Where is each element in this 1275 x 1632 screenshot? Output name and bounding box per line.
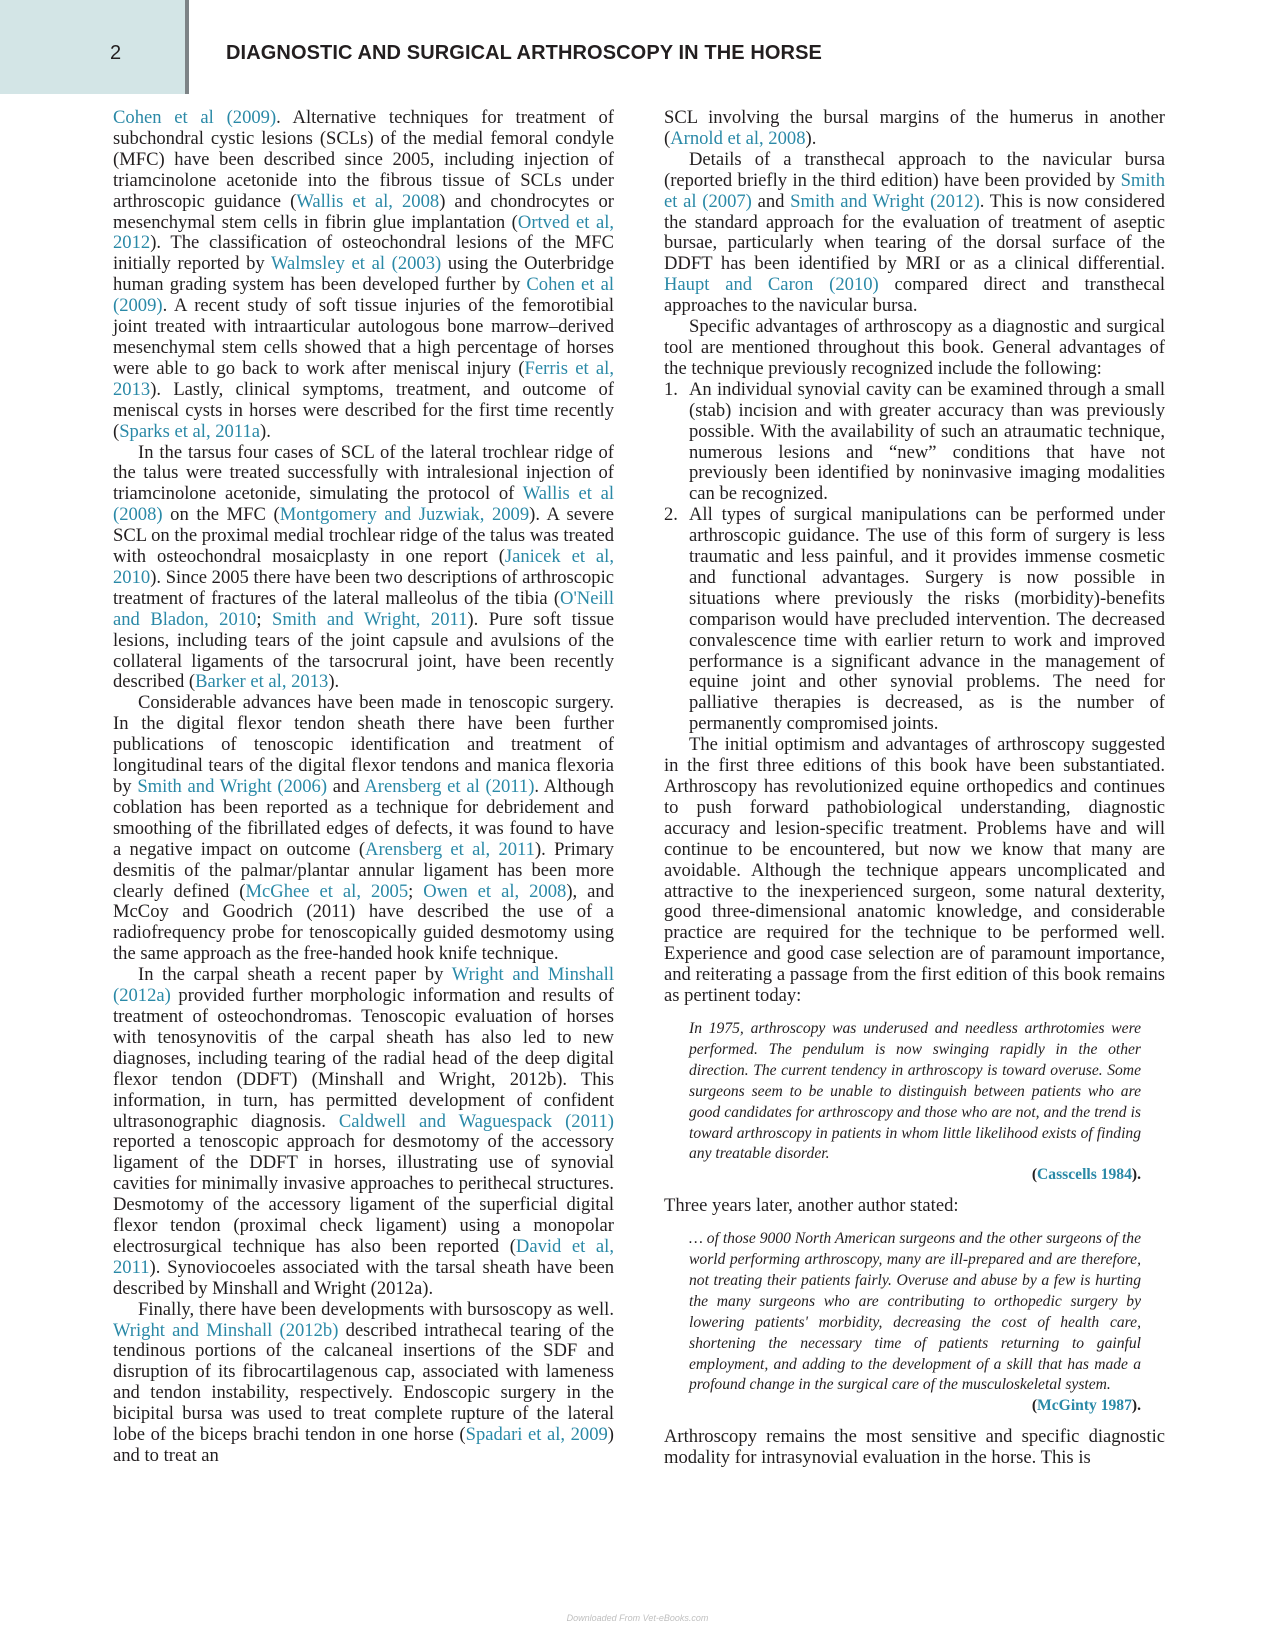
header-divider: [185, 0, 189, 94]
citation-link[interactable]: Haupt and Caron (2010): [664, 274, 879, 296]
citation-link[interactable]: McGhee et al, 2005: [245, 880, 409, 902]
paragraph: Details of a transthecal approach to the navicular bursa (reported briefly in the third edition) have been provided by Smith et al (2007) and Smith and Wright (2012). This is now considered the standard approach for the evaluation of treatment of aseptic bursae, particularly when tearing of the dorsal surface of the DDFT has been identified by MRI or as a clinical differential. Haupt and Caron (2010) compared direct and transthecal approaches to the navicular bursa.: [664, 148, 1165, 317]
list-number: 1.: [664, 378, 678, 400]
citation-link[interactable]: Ferris et al, 2013: [113, 357, 614, 400]
paragraph: SCL involving the bursal margins of the humerus in another (Arnold et al, 2008).: [664, 107, 1165, 149]
citation-link[interactable]: Montgomery and Juzwiak, 2009: [279, 504, 530, 526]
citation-link[interactable]: Spadari et al, 2009: [465, 1424, 608, 1446]
quote-text: … of those 9000 North American surgeons and the other surgeons of the world performing arthroscopy, many are ill-prepared and are therefore, not treating their patients fairly. Overuse and abuse by a few is hurting the many surgeons who are contributing to orthopedic surgery by lowering patients' morbidity, decreasing the cost of health care, shortening the necessary time of patients returning to gainful employment, and adding to the development of a skill that has made a profound change in the surgical care of the musculoskeletal system.: [689, 1230, 1141, 1394]
paragraph: Considerable advances have been made in tenoscopic surgery. In the digital flexor tendon sheath there have been further publications of tenoscopic identification and treatment of longitudinal tears of the digital flexor tendons and manica flexoria by Smith and Wright (2006) and Arensberg et al (2011). Although coblation has been reported as a technique for debridement and smoothing of the fibrillated edges of defects, it was found to have a negative impact on outcome (Arensberg et al, 2011). Primary desmitis of the palmar/plantar annular ligament has been more clearly defined (McGhee et al, 2005; Owen et al, 2008), and McCoy and Goodrich (2011) have described the use of a radiofrequency probe for tenoscopically guided desmotomy using the same approach as the free-handed hook knife technique.: [113, 692, 614, 965]
quote-citation: (Casscells 1984).: [1031, 1166, 1141, 1184]
block-quote: [689, 1229, 1141, 1417]
citation-link[interactable]: Smith and Wright, 2011: [271, 608, 468, 630]
citation-link[interactable]: Smith et al (2007): [664, 169, 1165, 212]
citation-link[interactable]: O'Neill and Bladon, 2010: [113, 587, 614, 630]
list-text: An individual synovial cavity can be examined through a small (stab) incision and with greater accuracy than was previously possible. With the availability of such an atraumatic technique, numerous lesions and “new” conditions that have not previously been identified by noninvasive imaging modalities can be recognized.: [689, 378, 1165, 505]
citation-link[interactable]: Arensberg et al (2011): [364, 776, 535, 797]
citation-link[interactable]: McGinty 1987: [1037, 1397, 1132, 1415]
citation-link[interactable]: Arensberg et al, 2011: [365, 838, 535, 860]
paragraph: Specific advantages of arthroscopy as a diagnostic and surgical tool are mentioned throughout this book. General advantages of the technique previously recognized include the following:: [664, 316, 1165, 379]
running-head: DIAGNOSTIC AND SURGICAL ARTHROSCOPY IN THE HORSE: [226, 42, 822, 64]
list-item: [664, 380, 1165, 505]
paragraph: Three years later, another author stated:: [664, 1195, 959, 1217]
paragraph: Cohen et al (2009). Alternative techniques for treatment of subchondral cystic lesions (SCLs) of the medial femoral condyle (MFC) have been described since 2005, including injection of triamcinolone acetonide into the fibrous tissue of SCLs under arthroscopic guidance (Wallis et al, 2008) and chondrocytes or mesenchymal stem cells in fibrin glue implantation (Ortved et al, 2012). The classification of osteochondral lesions of the MFC initially reported by Walmsley et al (2003) using the Outerbridge human grading system has been developed further by Cohen et al (2009). A recent study of soft tissue injuries of the femorotibial joint treated with intraarticular autologous bone marrow–derived mesenchymal stem cells showed that a high percentage of horses were able to go back to work after meniscal injury (Ferris et al, 2013). Lastly, clinical symptoms, treatment, and outcome of meniscal cysts in horses were described for the first time recently (Sparks et al, 2011a).: [113, 107, 615, 442]
list-text: All types of surgical manipulations can be performed under arthroscopic guidance. The use of this form of surgery is less traumatic and less painful, and it provides immense cosmetic and functional advantages. Surgery is now possible in situations where previously the risks (morbidity)-benefits comparison would have precluded intervention. The decreased convalescence time with earlier return to work and improved performance is a significant advance in the management of equine joint and other synovial problems. The need for palliative therapies is decreased, as is the number of permanently compromised joints.: [689, 504, 1165, 735]
page-number: 2: [110, 42, 122, 64]
paragraph: Finally, there have been developments with bursoscopy as well. Wright and Minshall (2012b) described intrathecal tearing of the tendinous portions of the calcaneal insertions of the SDF and disruption of its fibrocartilagenous cap, associated with lameness and tendon instability, respectively. Endoscopic surgery in the bicipital bursa was used to treat complete rupture of the lateral lobe of the biceps brachi tendon in one horse (Spadari et al, 2009) and to treat an: [113, 1298, 614, 1466]
citation-link[interactable]: Owen et al, 2008: [423, 880, 567, 902]
citation-link[interactable]: Wright and Minshall (2012b): [113, 1319, 339, 1341]
left-column: [113, 108, 614, 1467]
citation-link[interactable]: Cohen et al (2009): [113, 107, 277, 128]
footer-watermark: Downloaded From Vet-eBooks.com: [566, 1613, 709, 1623]
block-quote: [689, 1019, 1141, 1186]
citation-link[interactable]: Barker et al, 2013: [195, 671, 329, 693]
list-number: 2.: [664, 504, 678, 526]
citation-link[interactable]: Smith and Wright (2012): [790, 190, 980, 212]
citation-link[interactable]: David et al, 2011: [113, 1235, 614, 1278]
citation-link[interactable]: Casscells 1984: [1037, 1166, 1132, 1184]
right-column: [664, 108, 1165, 1469]
citation-link[interactable]: Sparks et al, 2011a: [119, 420, 260, 442]
paragraph: In the carpal sheath a recent paper by Wright and Minshall (2012a) provided further morphologic information and results of treatment of osteochondromas. Tenoscopic evaluation of horses with tenosynovitis of the carpal sheath has also led to new diagnoses, including tearing of the radial head of the deep digital flexor tendon (DDFT) (Minshall and Wright, 2012b). This information, in turn, has permitted development of confident ultrasonographic diagnosis. Caldwell and Waguespack (2011) reported a tenoscopic approach for desmotomy of the accessory ligament of the DDFT in horses, illustrating use of synovial cavities for minimally invasive approaches to perithecal structures. Desmotomy of the accessory ligament of the superficial digital flexor tendon (proximal check ligament) using a monopolar electrosurgical technique has also been reported (David et al, 2011). Synoviocoeles associated with the tarsal sheath have been described by Minshall and Wright (2012a).: [113, 964, 614, 1299]
quote-citation: (McGinty 1987).: [1031, 1397, 1141, 1415]
citation-link[interactable]: Arnold et al, 2008: [670, 127, 806, 149]
citation-link[interactable]: Caldwell and Waguespack (2011): [338, 1110, 614, 1132]
advantages-list: [664, 380, 1165, 735]
citation-link[interactable]: Smith and Wright (2006): [137, 776, 328, 797]
citation-link[interactable]: Wallis et al (2008): [113, 483, 614, 526]
citation-link[interactable]: Ortved et al, 2012: [113, 211, 615, 254]
header-color-panel: [0, 0, 185, 94]
citation-link[interactable]: Wright and Minshall (2012a): [113, 964, 614, 1007]
paragraph: Arthroscopy remains the most sensitive and specific diagnostic modality for intrasynovial evaluation in the horse. This is: [664, 1426, 1165, 1469]
paragraph: The initial optimism and advantages of arthroscopy suggested in the first three editions of this book have been substantiated. Arthroscopy has revolutionized equine orthopedics and continues to push forward pathobiological understanding, diagnostic accuracy and lesion-specific treatment. Problems have and will continue to be encountered, but now we know that many are avoidable. Although the technique appears uncomplicated and attractive to the inexperienced surgeon, some natural dexterity, good three-dimensional anatomic knowledge, and considerable practice are required for the technique to be performed well. Experience and good case selection are of paramount importance, and reiterating a passage from the first edition of this book remains as pertinent today:: [664, 734, 1165, 1007]
citation-link[interactable]: Janicek et al, 2010: [113, 546, 614, 588]
quote-text: In 1975, arthroscopy was underused and needless arthrotomies were performed. The pendulum is now swinging rapidly in the other direction. The current tendency in arthroscopy is toward overuse. Some surgeons seem to be unable to distinguish between patients who are good candidates for arthroscopy and those who are not, and the trend is toward arthroscopy in patients in whom little likelihood exists of finding any treatable disorder.: [689, 1019, 1141, 1163]
citation-link[interactable]: Walmsley et al (2003): [270, 253, 442, 275]
list-item: [664, 505, 1165, 735]
paragraph: In the tarsus four cases of SCL of the lateral trochlear ridge of the talus were treated successfully with intralesional injection of triamcinolone acetonide, simulating the protocol of Wallis et al (2008) on the MFC (Montgomery and Juzwiak, 2009). A severe SCL on the proximal medial trochlear ridge of the talus was treated with osteochondral mosaicplasty in one report (Janicek et al, 2010). Since 2005 there have been two descriptions of arthroscopic treatment of fractures of the lateral malleolus of the tibia (O'Neill and Bladon, 2010; Smith and Wright, 2011). Pure soft tissue lesions, including tears of the joint capsule and avulsions of the collateral ligaments of the tarsocrural joint, have been recently described (Barker et al, 2013).: [113, 441, 615, 693]
citation-link[interactable]: Cohen et al (2009): [113, 274, 615, 317]
citation-link[interactable]: Wallis et al, 2008: [296, 190, 440, 212]
